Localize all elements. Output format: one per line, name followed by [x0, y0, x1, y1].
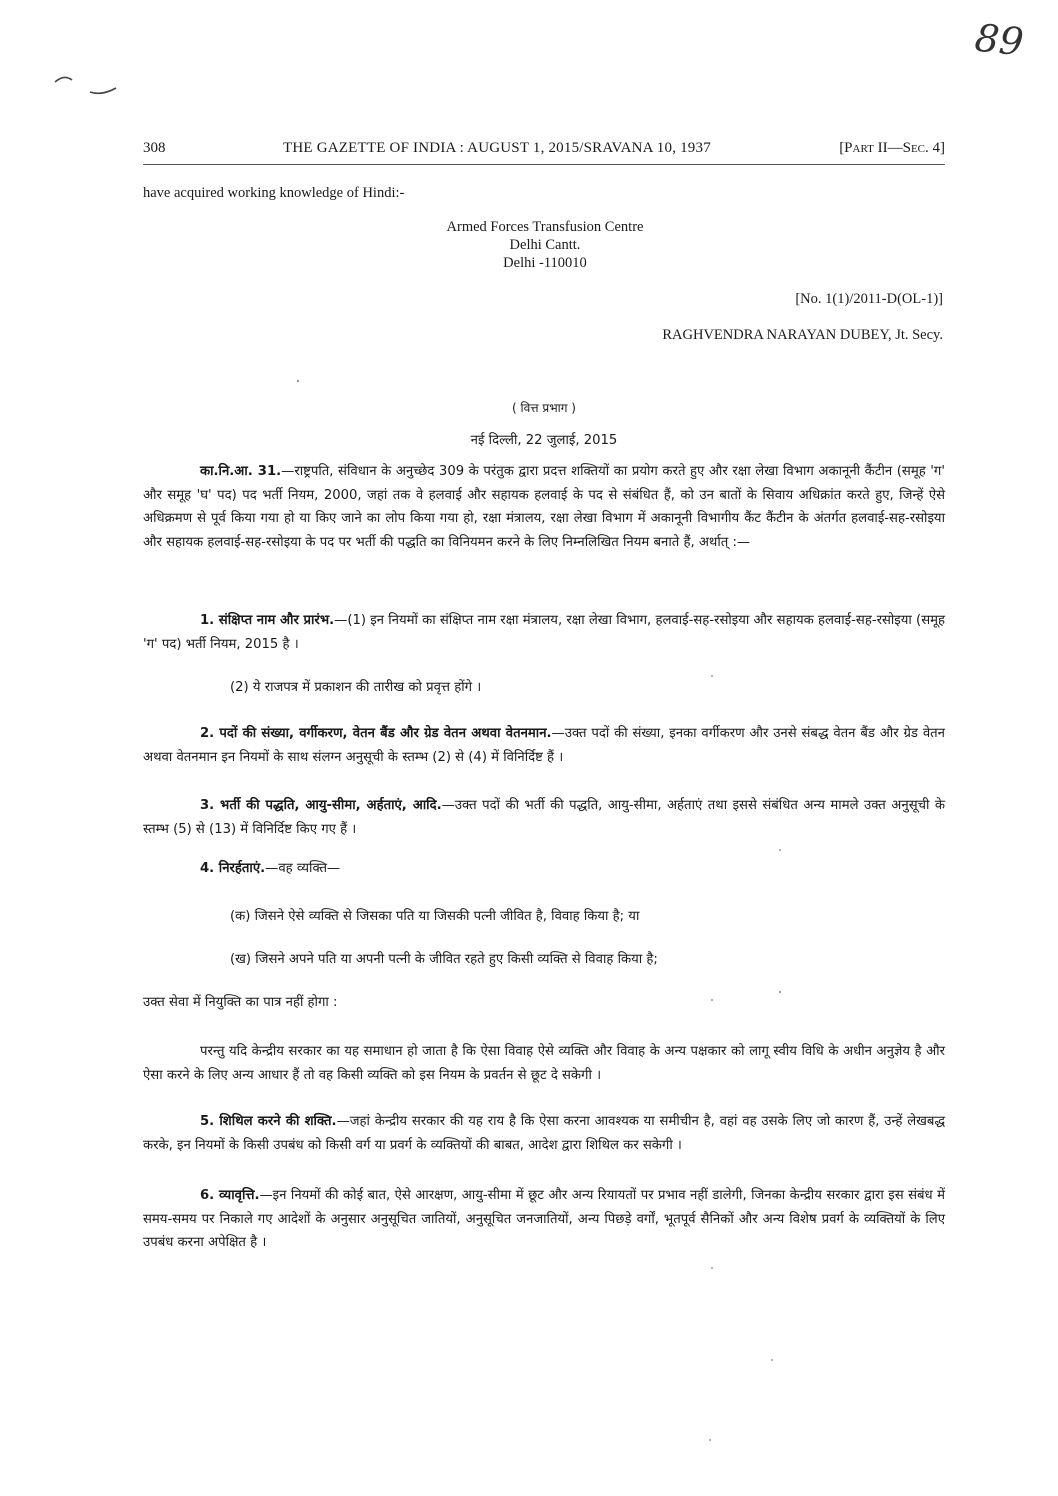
- file-number: [No. 1(1)/2011-D(OL-1)]: [795, 291, 943, 307]
- rule-heading: 4. निरर्हताएं.: [200, 861, 266, 876]
- rule-6: [143, 1184, 945, 1255]
- address-line: Armed Forces Transfusion Centre: [446, 219, 644, 235]
- rule-heading: 6. व्यावृत्ति.: [200, 1188, 260, 1203]
- signatory: RAGHVENDRA NARAYAN DUBEY, Jt. Secy.: [662, 327, 943, 343]
- rule-heading: 2. पदों की संख्या, वर्गीकरण, वेतन बैंड और ग्रेड वेतन अथवा वेतनमान.: [200, 726, 552, 741]
- rule-text: —इन नियमों की कोई बात, ऐसे आरक्षण, आयु-सीमा में छूट और अन्य रियायतों पर प्रभाव नहीं डालेगी, जिनका केन्द्रीय सरकार द्वारा इस संबंध में समय-समय पर निकाले गए आदेशों के अनुसार अनुसूचित जातियों, अनुसूचित जनजातियों, अन्य पिछड़े वर्गों, भूतपूर्व सैनिकों और अन्य विशेष प्रवर्ग के व्यक्तियों के लिए उपबंध करना अपेक्षित है ।: [143, 1188, 945, 1250]
- rule-heading: 3. भर्ती की पद्धति, आयु-सीमा, अर्हताएं, आदि.: [200, 798, 442, 813]
- part-section: [Part II—Sec. 4]: [839, 140, 945, 156]
- pen-mark: [50, 70, 125, 100]
- preamble: [143, 460, 945, 554]
- rule-4-proviso: परन्तु यदि केन्द्रीय सरकार का यह समाधान हो जाता है कि ऐसा विवाह ऐसे व्यक्ति और विवाह के अन्य पक्षकार को लागू स्वीय विधि के अधीन अनुज्ञेय है और ऐसा करने के लिए अन्य आधार हैं तो वह किसी व्यक्ति को इस नियम के प्रवर्तन से छूट दे सकेगी ।: [143, 1044, 945, 1083]
- place-date: नई दिल्ली, 22 जुलाई, 2015: [470, 433, 618, 448]
- rule-text: —उक्त पदों की संख्या, इनका वर्गीकरण और उनसे संबद्ध वेतन बैंड और ग्रेड वेतन अथवा वेतनमान इन नियमों के साथ संलग्न अनुसूची के स्तम्भ (2) से (4) में विनिर्दिष्ट हैं ।: [143, 726, 945, 765]
- division-heading: ( वित्त प्रभाग ): [511, 401, 576, 415]
- preamble-text: —राष्ट्रपति, संविधान के अनुच्छेद 309 के परंतुक द्वारा प्रदत्त शक्तियों का प्रयोग करते हुए और रक्षा लेखा विभाग अकानूनी कैंटीन (समूह 'ग' और समूह 'घ' पद) पद भर्ती नियम, 2000, जहां तक वे हलवाई और सहायक हलवाई के पद से संबंधित हैं, को उन बातों के सिवाय अधिक्रांत करते हुए, जिन्हें ऐसे अधिक्रमण से पूर्व किया गया हो या किए जाने का लोप किया गया हो, रक्षा मंत्रालय, रक्षा लेखा विभाग में अकानूनी विभागीय कैंट कैंटीन के अंतर्गत हलवाई-सह-रसोइया और सहायक हलवाई-सह-रसोइया के पद पर भर्ती की पद्धति का विनियमन करने के लिए निम्नलिखित नियम बनाते हैं, अर्थात् :—: [143, 464, 945, 550]
- rule-4-conclusion: उक्त सेवा में नियुक्ति का पात्र नहीं होगा :: [143, 995, 338, 1010]
- rule-heading: 1. संक्षिप्त नाम और प्रारंभ.: [200, 613, 335, 628]
- rule-3: [143, 794, 945, 841]
- address-line: Delhi -110010: [503, 255, 587, 271]
- rule-text: —उक्त पदों की भर्ती की पद्धति, आयु-सीमा, अर्हताएं तथा इससे संबंधित अन्य मामले उक्त अनुसूची के स्तम्भ (5) से (13) में विनिर्दिष्ट किए गए हैं ।: [143, 798, 945, 837]
- rule-5: [143, 1110, 945, 1157]
- rule-heading: 5. शिथिल करने की शक्ति.: [200, 1114, 337, 1129]
- rule-4-item-kha: (ख) जिसने अपने पति या अपनी पत्नी के जीवित रहते हुए किसी व्यक्ति से विवाह किया है;: [230, 952, 658, 967]
- rule-text: —जहां केन्द्रीय सरकार की यह राय है कि ऐसा करना आवश्यक या समीचीन है, वहां वह उसके लिए जो कारण हैं, उन्हें लेखबद्ध करके, इन नियमों के किसी उपबंध को किसी वर्ग या प्रवर्ग के व्यक्तियों की बाबत, आदेश द्वारा शिथिल कर सकेगी ।: [143, 1114, 945, 1153]
- rule-text: —(1) इन नियमों का संक्षिप्त नाम रक्षा मंत्रालय, रक्षा लेखा विभाग, हलवाई-सह-रसोइया और सहायक हलवाई-सह-रसोइया (समूह 'ग' पद) भर्ती नियम, 2015 है ।: [143, 613, 946, 652]
- page-number: 308: [143, 140, 166, 156]
- address-block: [430, 218, 660, 272]
- rule-text: —वह व्यक्ति—: [265, 861, 341, 876]
- gazette-header: [143, 140, 945, 162]
- handwritten-page-number: 89: [972, 15, 1026, 65]
- gazette-title: THE GAZETTE OF INDIA : AUGUST 1, 2015/SRAVANA 10, 1937: [283, 140, 711, 156]
- intro-line: have acquired working knowledge of Hindi:-: [143, 185, 405, 201]
- rule-2: [143, 722, 945, 769]
- order-number: का.नि.आ. 31.: [200, 464, 282, 479]
- header-rule: [143, 164, 945, 165]
- rule-4-item-ka: (क) जिसने ऐसे व्यक्ति से जिसका पति या जिसकी पत्नी जीवित है, विवाह किया है; या: [230, 909, 640, 924]
- rule-1: [143, 609, 945, 656]
- rule-4: [200, 858, 340, 880]
- rule-1-sub-2: (2) ये राजपत्र में प्रकाशन की तारीख को प्रवृत्त होंगे ।: [230, 680, 482, 695]
- address-line: Delhi Cantt.: [509, 237, 581, 253]
